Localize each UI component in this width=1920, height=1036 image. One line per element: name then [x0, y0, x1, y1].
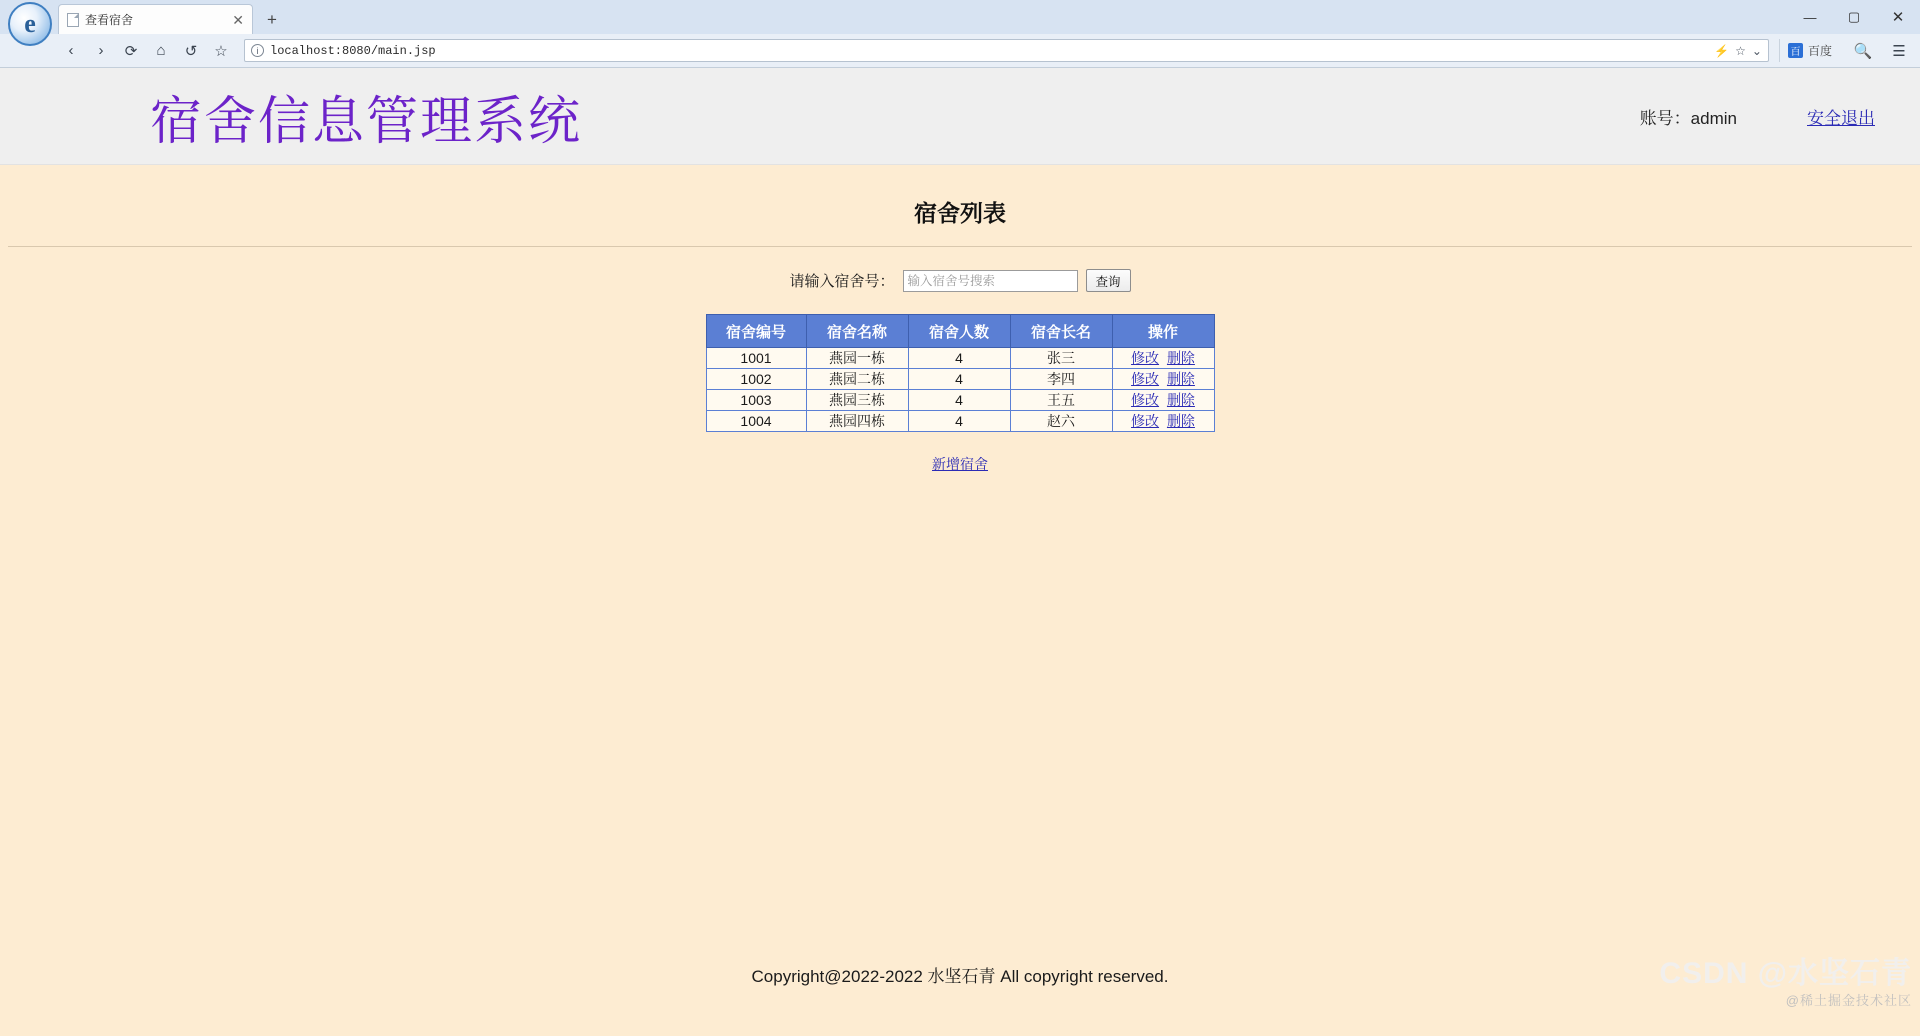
page-body	[0, 68, 1920, 1035]
cell-operation	[1112, 369, 1214, 390]
site-title: 宿舍信息管理系统	[150, 93, 583, 151]
url-text: localhost:8080/main.jsp	[270, 43, 436, 58]
history-icon[interactable]: ↺	[184, 42, 198, 60]
footer-copyright: Copyright@2022-2022 水坚石青 All copyright reserved.	[751, 967, 1169, 986]
column-header-leader: 宿舍长名	[1010, 315, 1112, 348]
browser-tab[interactable]	[58, 4, 253, 34]
forward-icon[interactable]: ›	[98, 42, 104, 59]
table-row	[706, 348, 1214, 369]
cell-operation	[1112, 390, 1214, 411]
header-right	[1640, 104, 1875, 129]
new-tab-button[interactable]: +	[267, 10, 277, 29]
watermark-sub: @稀土掘金技术社区	[1785, 993, 1912, 1008]
search-input[interactable]	[903, 270, 1078, 292]
divider	[8, 246, 1912, 247]
flash-icon[interactable]: ⚡	[1714, 43, 1730, 58]
close-window-button[interactable]: ✕	[1891, 9, 1905, 26]
dorm-table	[706, 314, 1215, 432]
column-header-name: 宿舍名称	[806, 315, 908, 348]
table-row	[706, 369, 1214, 390]
toolbar-tail	[1844, 39, 1912, 63]
cell-id: 1001	[706, 348, 806, 369]
maximize-button[interactable]: ▢	[1847, 9, 1861, 24]
bookmark-star-icon[interactable]: ☆	[1735, 43, 1746, 58]
cell-id: 1004	[706, 411, 806, 432]
cell-leader: 赵六	[1010, 411, 1112, 432]
chevron-down-icon[interactable]: ⌄	[1751, 43, 1762, 58]
cell-name: 燕园一栋	[806, 348, 908, 369]
cell-operation	[1112, 348, 1214, 369]
search-engine-box[interactable]	[1779, 39, 1840, 62]
main-content	[0, 165, 1920, 474]
edit-link[interactable]: 修改	[1131, 350, 1160, 366]
cell-name: 燕园四栋	[806, 411, 908, 432]
site-header	[0, 68, 1920, 165]
column-header-operation: 操作	[1112, 315, 1214, 348]
delete-link[interactable]: 删除	[1166, 413, 1195, 429]
reload-icon[interactable]: ⟳	[124, 42, 138, 60]
search-icon[interactable]: 🔍	[1853, 42, 1873, 60]
tab-strip	[0, 0, 1920, 38]
site-info-icon[interactable]: i	[251, 44, 264, 57]
table-row	[706, 411, 1214, 432]
address-bar-icons	[1714, 44, 1762, 58]
page-icon	[67, 13, 79, 27]
cell-operation	[1112, 411, 1214, 432]
browser-chrome	[0, 0, 1920, 68]
cell-count: 4	[908, 348, 1010, 369]
cell-name: 燕园三栋	[806, 390, 908, 411]
cell-count: 4	[908, 390, 1010, 411]
favorite-icon[interactable]: ☆	[214, 42, 228, 60]
cell-leader: 王五	[1010, 390, 1112, 411]
cell-leader: 李四	[1010, 369, 1112, 390]
cell-id: 1003	[706, 390, 806, 411]
watermark-main: CSDN @水坚石青	[1659, 957, 1912, 990]
cell-name: 燕园二栋	[806, 369, 908, 390]
address-bar[interactable]	[244, 39, 1769, 62]
minimize-button[interactable]: —	[1803, 9, 1817, 25]
delete-link[interactable]: 删除	[1166, 350, 1195, 366]
edit-link[interactable]: 修改	[1131, 413, 1160, 429]
logout-link[interactable]: 安全退出	[1807, 108, 1875, 128]
tab-title: 查看宿舍	[85, 13, 134, 27]
delete-link[interactable]: 删除	[1166, 392, 1195, 408]
table-row	[706, 390, 1214, 411]
navigation-bar	[0, 34, 1920, 68]
search-engine-label: 百度	[1807, 44, 1832, 58]
baidu-icon: 百	[1788, 43, 1803, 58]
edit-link[interactable]: 修改	[1131, 392, 1160, 408]
cell-leader: 张三	[1010, 348, 1112, 369]
delete-link[interactable]: 删除	[1166, 371, 1195, 387]
back-icon[interactable]: ‹	[68, 42, 74, 59]
column-header-id: 宿舍编号	[706, 315, 806, 348]
window-controls	[1788, 0, 1920, 34]
browser-logo-icon: e	[8, 2, 52, 46]
search-button[interactable]: 查询	[1086, 269, 1131, 292]
search-row	[0, 269, 1920, 292]
edit-link[interactable]: 修改	[1131, 371, 1160, 387]
cell-count: 4	[908, 411, 1010, 432]
table-header-row	[706, 315, 1214, 348]
close-tab-icon[interactable]: ✕	[232, 11, 244, 28]
menu-icon[interactable]: ☰	[1892, 42, 1906, 60]
account-label: 账号：admin	[1639, 108, 1737, 128]
search-label: 请输入宿舍号：	[789, 273, 895, 290]
cell-count: 4	[908, 369, 1010, 390]
cell-id: 1002	[706, 369, 806, 390]
add-dorm-row	[0, 454, 1920, 474]
add-dorm-link[interactable]: 新增宿舍	[932, 456, 988, 472]
home-icon[interactable]: ⌂	[156, 42, 166, 59]
column-header-count: 宿舍人数	[908, 315, 1010, 348]
page-title: 宿舍列表	[914, 200, 1006, 226]
